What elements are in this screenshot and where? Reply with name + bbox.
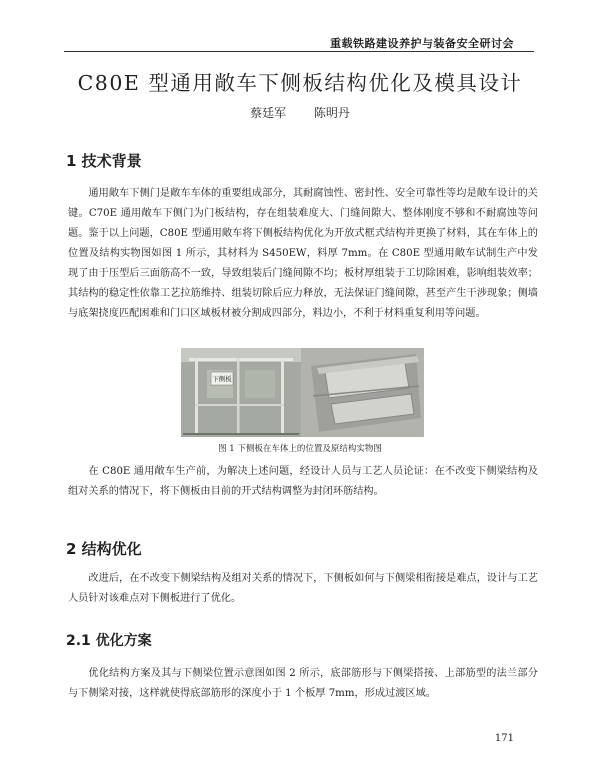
side-panel-photo-illustration (301, 348, 424, 437)
section-heading: 2 结构优化 (66, 540, 142, 558)
header-rule (64, 51, 534, 52)
body-paragraph: 改进后，在不改变下侧梁结构及组对关系的情况下，下侧板如何与下侧梁相衔接是难点，设计与工艺人员针对该难点对下侧板进行了优化。 (68, 573, 538, 604)
page-number: 171 (494, 733, 514, 744)
author-list (0, 104, 600, 121)
author-name: 蔡廷军 (250, 106, 287, 120)
body-paragraph: 通用敞车下侧门是敞车车体的重要组成部分，其耐腐蚀性、密封性、安全可靠性等均是敞车设计的关键。C70E 通用敞车下侧门为门板结构，存在组装难度大、门缝间隙大、整体刚度不够和不耐腐蚀等问题。鉴于以上问题，C80E 型通用敞车将下侧板结构优化为开放式框式结构并更换了材料，其在车体上的位置及结构实物图如图 1 所示，其材料为 S450EW，料厚 7mm。在 C80E 型通用敞车试制生产中发现了由于压型后三面筋高不一致，导致组装后门缝间隙不均；板材厚组装于工切除困难，影响组装效率；其结构的稳定性依靠工艺拉筋维持、组装切除后应力释放，无法保证门缝间隙，甚至产生干涉现象；侧墙与底架挠度匹配困难和门口区域板材被分割成四部分，料边小，不利于材料重复利用等问题。 (68, 188, 538, 319)
figure-inline-label: 下侧板 (212, 375, 232, 383)
author-name: 陈明丹 (313, 106, 350, 120)
body-paragraph: 优化结构方案及其与下侧梁位置示意图如图 2 所示，底部筋形与下侧梁搭接、上部筋型的法兰部分与下侧梁对接，这样就使得底部筋形的深度小于 1 个板厚 7mm，形成过渡区域。 (68, 668, 538, 699)
figure-caption: 图 1 下侧板在车体上的位置及原结构实物图 (218, 444, 382, 454)
figure-photo-side-panel (301, 348, 424, 437)
figure-photo-car-body (181, 348, 301, 437)
subsection-heading: 2.1 优化方案 (66, 633, 152, 649)
body-paragraph: 在 C80E 通用敞车生产前，为解决上述问题，经设计人员与工艺人员论证：在不改变下侧梁结构及组对关系的情况下，将下侧板由目前的开式结构调整为封闭环筋结构。 (68, 466, 538, 497)
car-body-photo-illustration (181, 348, 301, 437)
section-heading: 1 技术背景 (66, 152, 142, 170)
paper-title: C80E 型通用敞车下侧板结构优化及模具设计 (77, 71, 523, 95)
running-head: 重载铁路建设养护与装备安全研讨会 (330, 37, 514, 50)
